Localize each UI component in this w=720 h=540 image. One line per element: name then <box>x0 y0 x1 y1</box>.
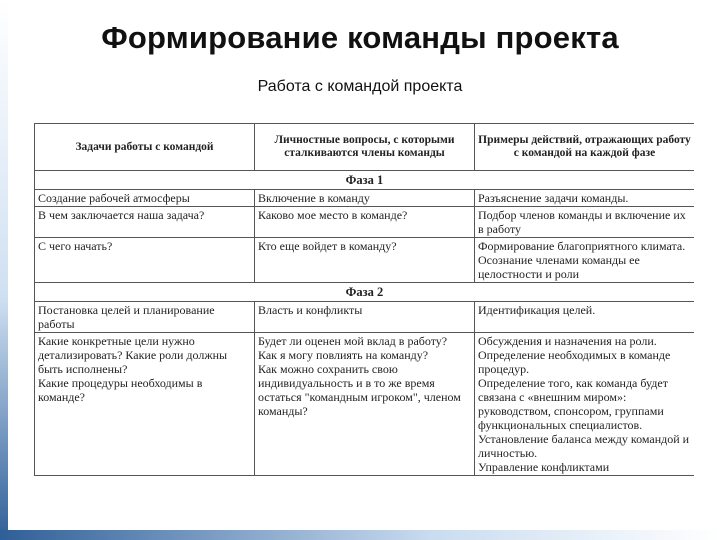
cell-text: Обсуждения и назначения на роли. <box>478 334 657 348</box>
table-cell: Власть и конфликты <box>255 302 475 333</box>
phase-label: Фаза 1 <box>35 171 695 190</box>
phase-row <box>35 283 695 302</box>
cell-text: Какие процедуры необходимы в команде? <box>38 376 203 404</box>
table-row <box>35 302 695 333</box>
table-cell: Каково мое место в команде? <box>255 207 475 238</box>
cell-text: Установление баланса между командой и личностью. <box>478 432 690 460</box>
team-work-table <box>34 123 694 488</box>
table-cell: В чем заключается наша задача? <box>35 207 255 238</box>
table-row <box>35 238 695 283</box>
cell-text: Управление конфликтами <box>478 460 610 474</box>
cell-text: Как я могу повлиять на команду? <box>258 348 429 362</box>
table-cell: Кто еще войдет в команду? <box>255 238 475 283</box>
table-cell: Создание рабочей атмосферы <box>35 190 255 207</box>
table-row <box>35 190 695 207</box>
table-cell: Постановка целей и планирование работы <box>35 302 255 333</box>
table-cell: Формирование благоприятного климата. Осознание членами команды ее целостности и роли <box>475 238 695 283</box>
cell-text: Как можно сохранить свою индивидуальность и в то же время остаться "командным игроком", членом команды? <box>258 362 461 418</box>
table-row <box>35 207 695 238</box>
phase-row <box>35 171 695 190</box>
table-cell: Включение в команду <box>255 190 475 207</box>
table-cell <box>475 333 695 476</box>
table-header-row <box>35 124 695 171</box>
header-cell: Задачи работы с командой <box>35 124 255 171</box>
decorative-bottom-band <box>0 530 720 540</box>
table-cell: Идентификация целей. <box>475 302 695 333</box>
cell-text: Будет ли оценен мой вклад в работу? <box>258 334 448 348</box>
table-cell <box>255 333 475 476</box>
cell-text: Какие конкретные цели нужно детализировать? Какие роли должны быть исполнены? <box>38 334 228 376</box>
cell-text: Определение необходимых в команде процедур. <box>478 348 671 376</box>
header-cell: Примеры действий, отражающих работу с командой на каждой фазе <box>475 124 695 171</box>
table-cell: Разъяснение задачи команды. <box>475 190 695 207</box>
table-cell: Подбор членов команды и включение их в работу <box>475 207 695 238</box>
cell-text: Определение того, как команда будет связана с «внешним миром»: руководством, спонсором, группами функциональных специалистов. <box>478 376 668 432</box>
header-cell: Личностные вопросы, с которыми сталкиваются члены команды <box>255 124 475 171</box>
table-cell: С чего начать? <box>35 238 255 283</box>
table-row <box>35 333 695 476</box>
slide-title: Формирование команды проекта <box>101 20 619 55</box>
phase-label: Фаза 2 <box>35 283 695 302</box>
slide-subtitle: Работа с командой проекта <box>257 78 463 95</box>
table-cell <box>35 333 255 476</box>
table <box>34 123 694 476</box>
